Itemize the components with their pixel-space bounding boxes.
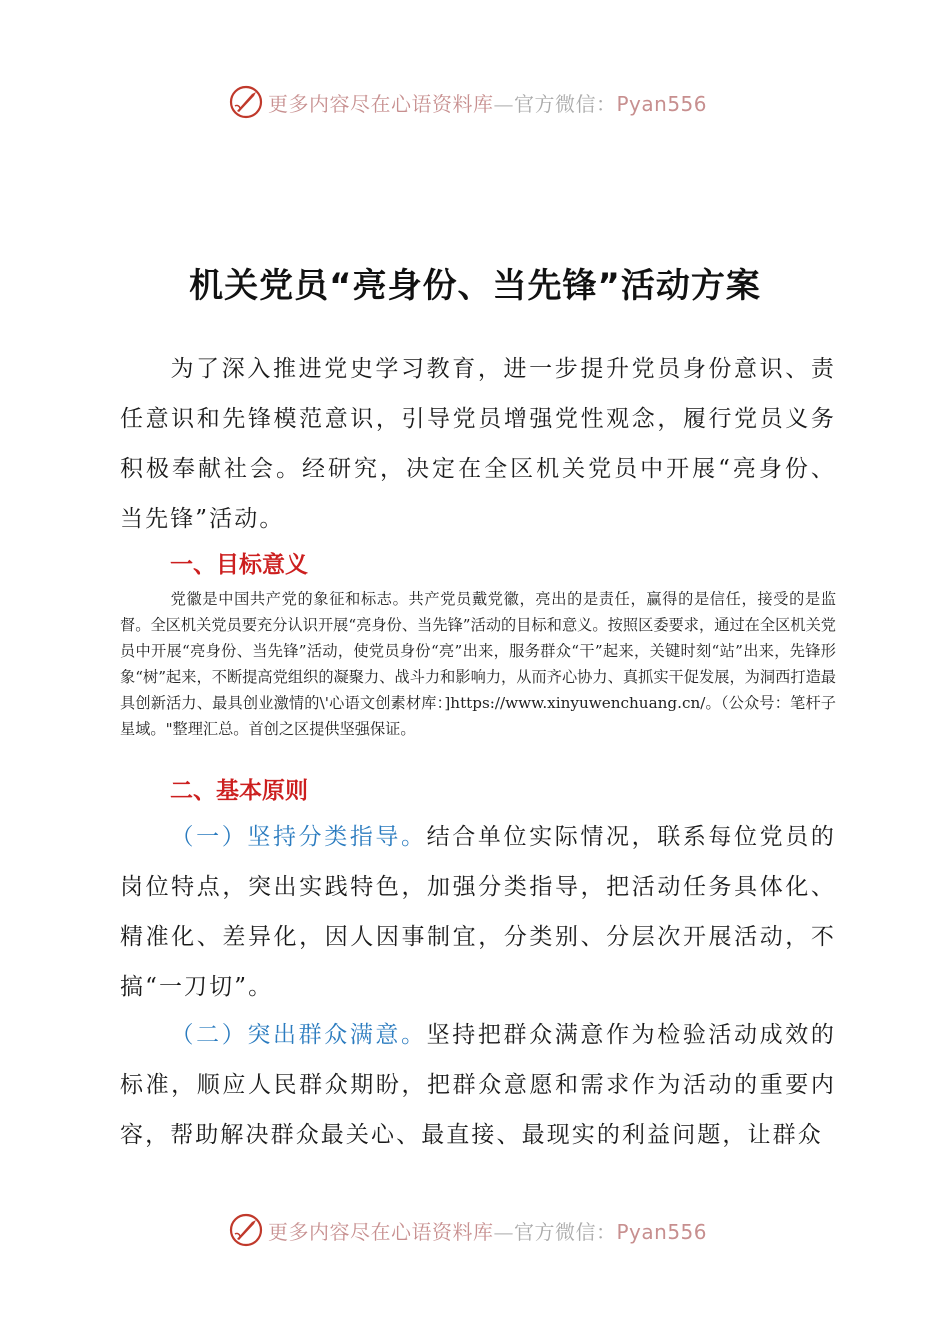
document-title: 机关党员“亮身份、当先锋”活动方案 (189, 266, 761, 306)
watermark-banner-top (228, 82, 728, 122)
intro-paragraph: 为了深入推进党史学习教育，进一步提升党员身份意识、责任意识和先锋模范意识，引导党员增强党性观念，履行党员义务积极奉献社会。经研究，决定在全区机关党员中开展“亮身份、当先锋”活动。 (120, 356, 836, 532)
principle-item-1: （一）坚持分类指导。结合单位实际情况，联系每位党员的岗位特点，突出实践特色，加强分类指导，把活动任务具体化、精准化、差异化，因人因事制宜，分类别、分层次开展活动，不搞“一刀切”。 (120, 824, 836, 1000)
quill-logo-icon (228, 84, 264, 120)
watermark-text: 更多内容尽在心语资料库—官方微信：Pyan556 (268, 1219, 708, 1244)
watermark-text: 更多内容尽在心语资料库—官方微信：Pyan556 (268, 91, 708, 116)
watermark-banner-bottom (228, 1210, 728, 1250)
quill-logo-icon (228, 1212, 264, 1248)
section-heading-principles: 二、基本原则 (170, 778, 308, 804)
principle-item-2-label: （二）突出群众满意。 (170, 1022, 427, 1048)
principle-item-2: （二）突出群众满意。坚持把群众满意作为检验活动成效的标准，顺应人民群众期盼，把群众意愿和需求作为活动的重要内容，帮助解决群众最关心、最直接、最现实的利益问题，让群众 (120, 1022, 836, 1148)
section-body-goals: 党徽是中国共产党的象征和标志。共产党员戴党徽，亮出的是责任，赢得的是信任，接受的是监督。全区机关党员要充分认识开展“亮身份、当先锋”活动的目标和意义。按照区委要求，通过在全区机关党员中开展“亮身份、当先锋”活动，使党员身份“亮”出来，服务群众“干”起来，关键时刻“站”出来，先锋形象“树”起来，不断提高党组织的凝聚力、战斗力和影响力，从而齐心协力、真抓实干促发展，为洞西打造最具创新活力、最具创业激情的\'心语文创素材库：]https://www.xinyuwenchuang.cn/。（公众号：笔杆子星域。"整理汇总。首创之区提供坚强保证。 (120, 590, 836, 738)
principle-item-1-label: （一）坚持分类指导。 (170, 824, 427, 850)
section-heading-goals: 一、目标意义 (170, 552, 308, 578)
